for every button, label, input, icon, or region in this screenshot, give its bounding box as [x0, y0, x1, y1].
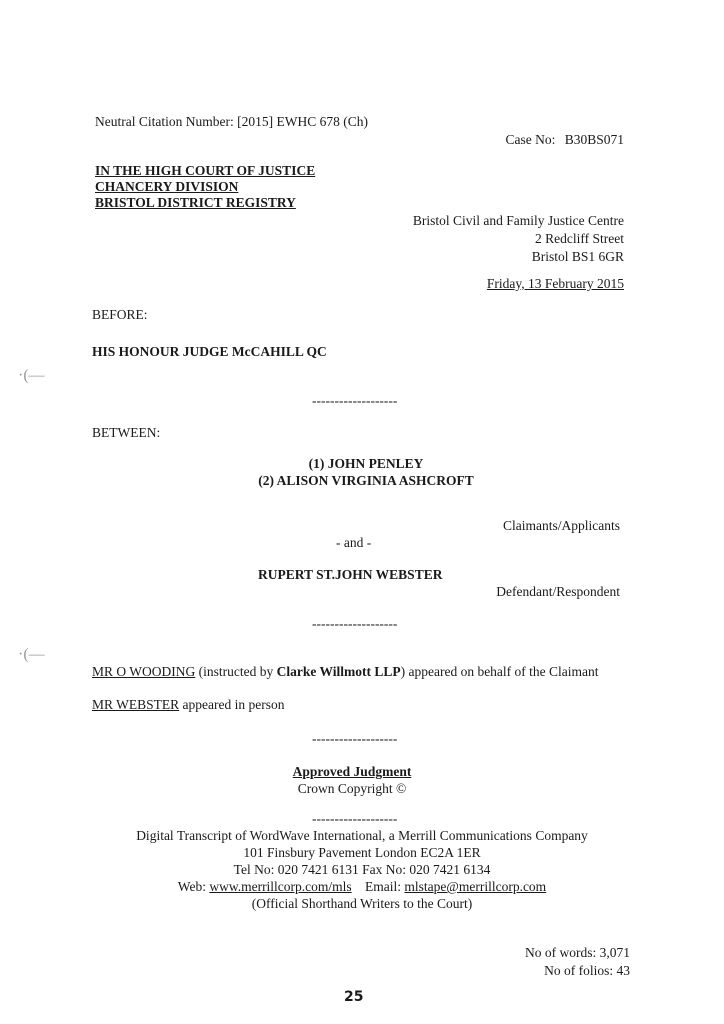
judgment-date: Friday, 13 February 2015: [486, 276, 624, 291]
defendant-appearance: [92, 697, 284, 713]
word-count: No of words: 3,071: [525, 945, 630, 960]
court-line-2: CHANCERY DIVISION: [95, 179, 239, 194]
between-label: BETWEEN:: [92, 425, 161, 440]
judge-name: HIS HONOUR JUDGE McCAHILL QC: [92, 344, 327, 359]
separator-line: -------------------: [312, 616, 398, 631]
court-line-1: IN THE HIGH COURT OF JUSTICE: [95, 163, 316, 178]
court-heading: [95, 163, 315, 211]
counsel-suffix: ) appeared on behalf of the Claimant: [400, 664, 599, 679]
address-line-1: Bristol Civil and Family Justice Centre: [412, 213, 624, 228]
document-counts: [525, 944, 630, 980]
court-line-3: BRISTOL DISTRICT REGISTRY: [95, 195, 296, 210]
claimant-2: (2) ALISON VIRGINIA ASHCROFT: [258, 473, 474, 488]
separator-line: -------------------: [312, 731, 398, 746]
transcript-line-3: Tel No: 020 7421 6131 Fax No: 020 7421 6134: [233, 862, 491, 877]
web-label: Web:: [177, 879, 206, 894]
separator-line: -------------------: [312, 393, 398, 408]
court-address: [413, 212, 624, 266]
email-label: Email:: [365, 879, 402, 894]
defendant-appearance-name: MR WEBSTER: [92, 697, 180, 712]
transcript-block: [60, 827, 664, 912]
counsel-appearance: [92, 664, 599, 680]
case-no-label: Case No:: [505, 132, 556, 147]
before-label: BEFORE:: [92, 307, 148, 322]
folio-count: No of folios: 43: [544, 963, 630, 978]
claimants-block: [200, 455, 532, 489]
counsel-firm: Clarke Willmott LLP: [276, 664, 401, 679]
page-number: 25: [344, 989, 364, 1005]
and-separator: - and -: [336, 535, 372, 550]
address-line-3: Bristol BS1 6GR: [531, 249, 624, 264]
separator-line: -------------------: [312, 811, 398, 826]
defendant-appearance-suffix: appeared in person: [182, 697, 285, 712]
case-no-value: B30BS071: [564, 132, 624, 147]
approved-judgment-title: Approved Judgment: [292, 764, 412, 779]
address-line-2: 2 Redcliff Street: [535, 231, 624, 246]
counsel-instructed: (instructed by: [198, 664, 274, 679]
crown-copyright: Crown Copyright ©: [297, 781, 407, 796]
transcript-line-5: (Official Shorthand Writers to the Court): [251, 896, 473, 911]
defendant-name: RUPERT ST.JOHN WEBSTER: [258, 567, 443, 582]
case-number: [505, 132, 624, 148]
transcript-line-1: Digital Transcript of WordWave International, a Merrill Communications Company: [136, 828, 588, 843]
margin-mark: ·(—: [18, 367, 45, 384]
counsel-name: MR O WOODING: [92, 664, 196, 679]
transcript-contact-line: [60, 878, 664, 895]
neutral-citation: Neutral Citation Number: [2015] EWHC 678 (Ch): [95, 114, 368, 129]
judgment-title-block: [252, 763, 452, 797]
transcript-line-2: 101 Finsbury Pavement London EC2A 1ER: [243, 845, 481, 860]
email-link[interactable]: mlstape@merrillcorp.com: [404, 879, 547, 894]
margin-mark: ·(—: [18, 646, 45, 663]
web-link[interactable]: www.merrillcorp.com/mls: [209, 879, 352, 894]
defendant-role: Defendant/Respondent: [496, 584, 620, 599]
claimant-role: Claimants/Applicants: [503, 518, 620, 533]
claimant-1: (1) JOHN PENLEY: [308, 456, 424, 471]
